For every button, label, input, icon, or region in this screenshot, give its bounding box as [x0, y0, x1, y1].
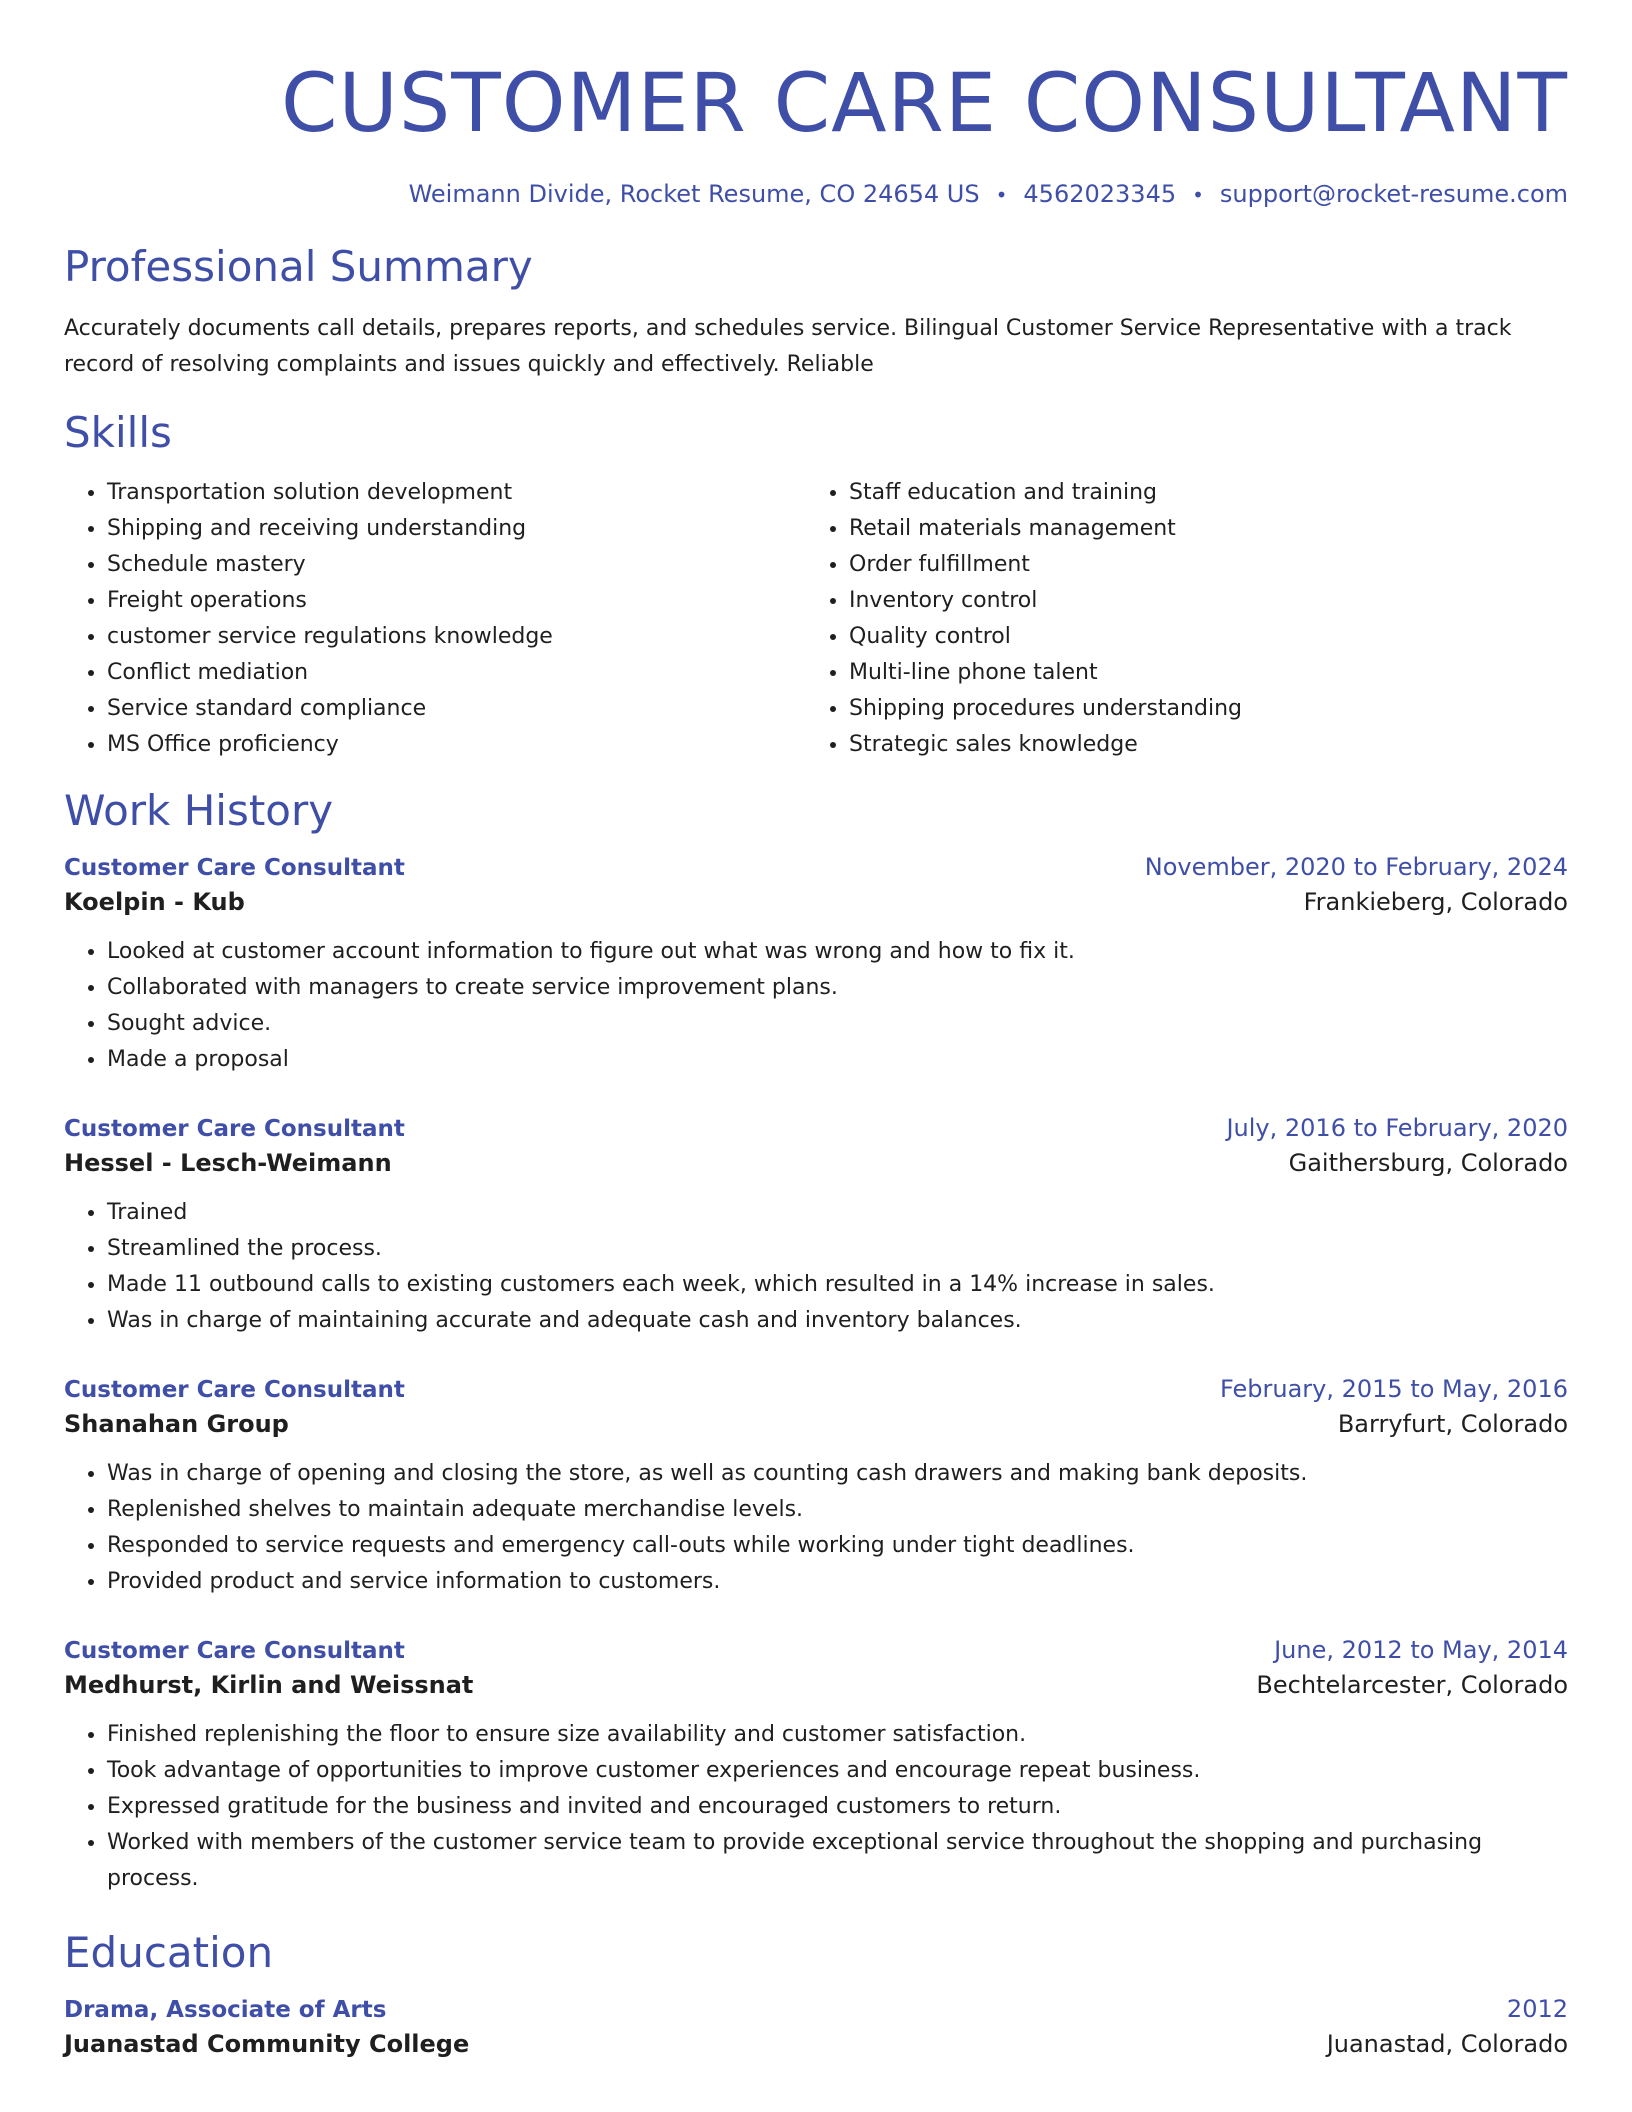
- job-bullet: • Worked with members of the customer service team to provide exceptional service throughout the shopping and purchasing process.: [107, 1825, 1568, 1897]
- job-location: Frankieberg, Colorado: [1303, 888, 1568, 916]
- skill-item: • Transportation solution development: [107, 475, 806, 511]
- resume-name: CUSTOMER CARE CONSULTANT: [280, 57, 1568, 151]
- skills-column-right: [806, 475, 1242, 763]
- skill-item: • customer service regulations knowledge: [107, 619, 806, 655]
- job-dates: November, 2020 to February, 2024: [1144, 853, 1568, 881]
- job-bullets: [64, 1195, 1568, 1339]
- job-company: Hessel - Lesch-Weimann: [64, 1149, 392, 1177]
- job-bullet: • Was in charge of maintaining accurate and adequate cash and inventory balances.: [107, 1303, 1568, 1339]
- skill-item: • Retail materials management: [849, 511, 1242, 547]
- job-location: Bechtelarcester, Colorado: [1256, 1671, 1568, 1699]
- skill-item: • Conflict mediation: [107, 655, 806, 691]
- skills-list: [64, 475, 1568, 763]
- skill-item: • Quality control: [849, 619, 1242, 655]
- skill-item: • Schedule mastery: [107, 547, 806, 583]
- contact-phone: 4562023345: [1023, 180, 1177, 208]
- skill-item: • MS Office proficiency: [107, 727, 806, 763]
- job-dates: February, 2015 to May, 2016: [1220, 1375, 1568, 1403]
- job-entry: [64, 1634, 1568, 1897]
- job-bullet: • Replenished shelves to maintain adequate merchandise levels.: [107, 1492, 1568, 1528]
- skill-item: • Staff education and training: [849, 475, 1242, 511]
- job-bullet: • Looked at customer account information to figure out what was wrong and how to fix it.: [107, 934, 1568, 970]
- job-company: Koelpin - Kub: [64, 888, 245, 916]
- job-title: Customer Care Consultant: [64, 1116, 405, 1142]
- contact-address: Weimann Divide, Rocket Resume, CO 24654 US: [408, 180, 980, 208]
- job-entry: [64, 1373, 1568, 1600]
- job-bullets: [64, 1456, 1568, 1600]
- job-company: Medhurst, Kirlin and Weissnat: [64, 1671, 474, 1699]
- education-school: Juanastad Community College: [64, 2030, 470, 2058]
- job-company: Shanahan Group: [64, 1410, 289, 1438]
- contact-email: support@rocket-resume.com: [1219, 180, 1568, 208]
- job-bullet: • Was in charge of opening and closing the store, as well as counting cash drawers and making bank deposits.: [107, 1456, 1568, 1492]
- job-entry: [64, 851, 1568, 1078]
- education-entry: [64, 1993, 1568, 2062]
- job-dates: June, 2012 to May, 2014: [1274, 1636, 1568, 1664]
- contact-separator: •: [995, 183, 1008, 207]
- skill-item: • Strategic sales knowledge: [849, 727, 1242, 763]
- job-bullet: • Streamlined the process.: [107, 1231, 1568, 1267]
- skill-item: • Shipping procedures understanding: [849, 691, 1242, 727]
- job-bullet: • Made 11 outbound calls to existing customers each week, which resulted in a 14% increase in sales.: [107, 1267, 1568, 1303]
- job-bullet: • Expressed gratitude for the business and invited and encouraged customers to return.: [107, 1789, 1568, 1825]
- job-bullet: • Made a proposal: [107, 1042, 1568, 1078]
- work-history-heading: Work History: [64, 786, 334, 835]
- education-year: 2012: [1506, 1995, 1568, 2023]
- skill-item: • Service standard compliance: [107, 691, 806, 727]
- skill-item: • Inventory control: [849, 583, 1242, 619]
- job-location: Barryfurt, Colorado: [1337, 1410, 1568, 1438]
- job-bullets: [64, 1717, 1568, 1897]
- job-bullet: • Finished replenishing the floor to ensure size availability and customer satisfaction.: [107, 1717, 1568, 1753]
- skill-item: • Freight operations: [107, 583, 806, 619]
- job-bullet: • Responded to service requests and emergency call-outs while working under tight deadlines.: [107, 1528, 1568, 1564]
- job-location: Gaithersburg, Colorado: [1288, 1149, 1568, 1177]
- skill-item: • Multi-line phone talent: [849, 655, 1242, 691]
- job-dates: July, 2016 to February, 2020: [1226, 1114, 1568, 1142]
- skills-heading: Skills: [64, 408, 172, 457]
- job-title: Customer Care Consultant: [64, 1377, 405, 1403]
- skill-item: • Shipping and receiving understanding: [107, 511, 806, 547]
- job-bullet: • Provided product and service information to customers.: [107, 1564, 1568, 1600]
- skill-item: • Order fulfillment: [849, 547, 1242, 583]
- education-heading: Education: [64, 1928, 274, 1977]
- education-degree: Drama, Associate of Arts: [64, 1997, 387, 2023]
- contact-line: [64, 178, 1568, 211]
- job-bullet: • Took advantage of opportunities to improve customer experiences and encourage repeat business.: [107, 1753, 1568, 1789]
- job-entry: [64, 1112, 1568, 1339]
- contact-separator: •: [1192, 183, 1204, 207]
- summary-heading: Professional Summary: [64, 242, 533, 291]
- job-bullet: • Collaborated with managers to create service improvement plans.: [107, 970, 1568, 1006]
- job-title: Customer Care Consultant: [64, 855, 405, 881]
- summary-text: Accurately documents call details, prepares reports, and schedules service. Bilingual Customer Service Representative with a track record of resolving complaints and issues quickly and effectively. Reliable: [64, 316, 1512, 377]
- job-bullets: [64, 934, 1568, 1078]
- education-location: Juanastad, Colorado: [1326, 2030, 1568, 2058]
- job-bullet: • Sought advice.: [107, 1006, 1568, 1042]
- job-title: Customer Care Consultant: [64, 1638, 405, 1664]
- job-bullet: • Trained: [107, 1195, 1568, 1231]
- skills-column-left: [64, 475, 806, 763]
